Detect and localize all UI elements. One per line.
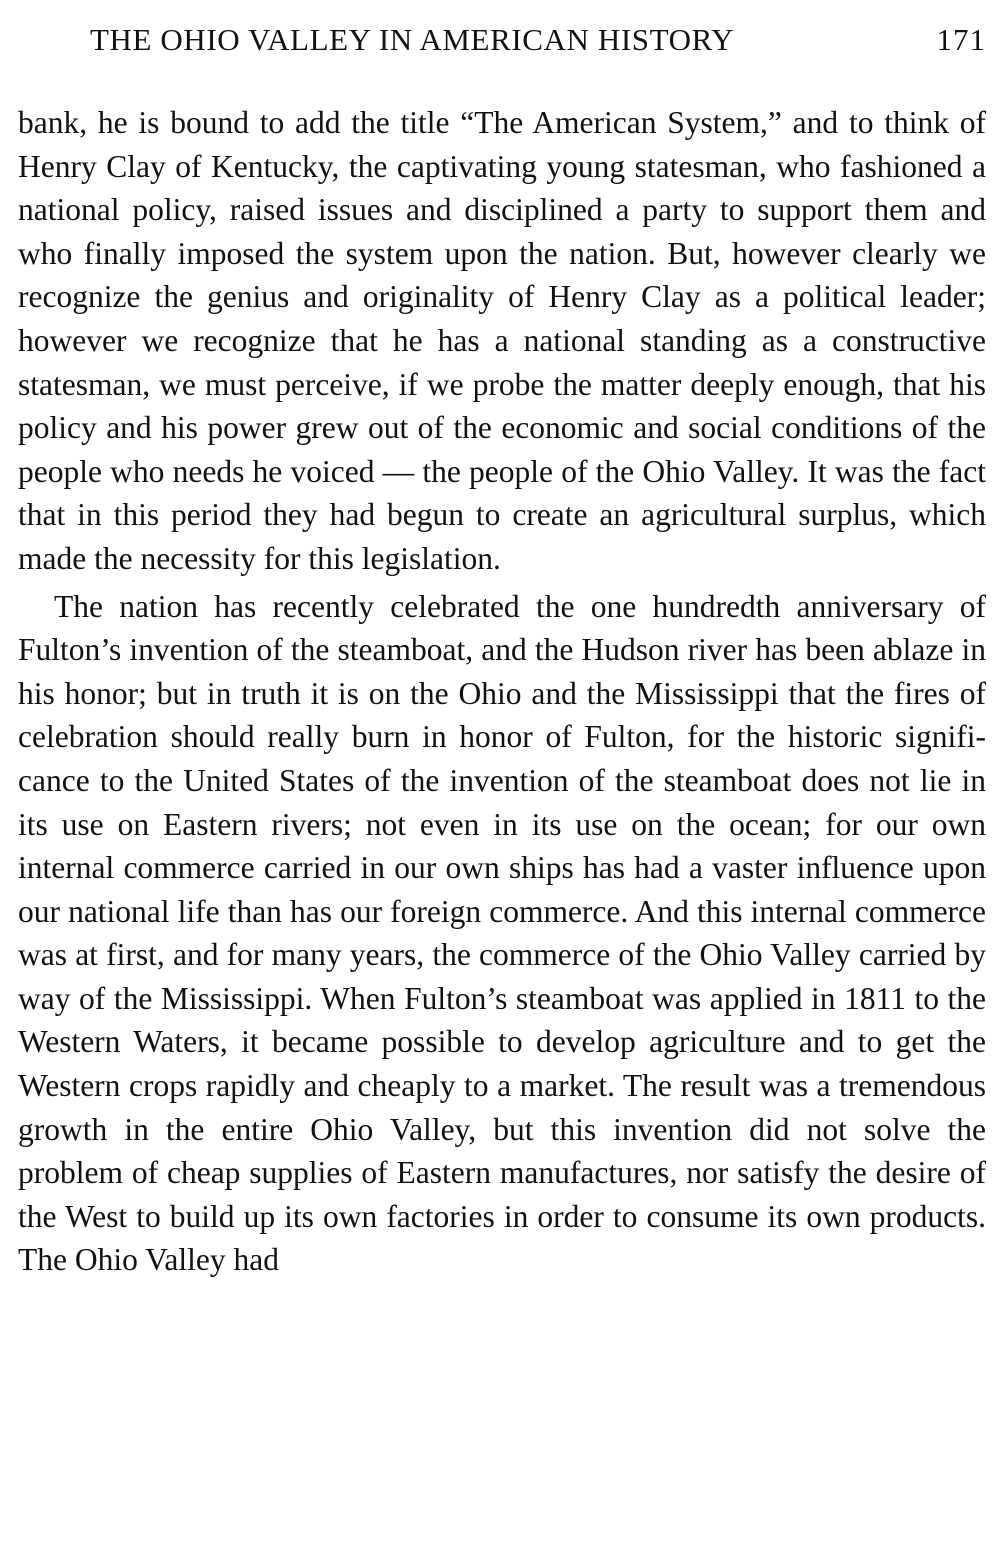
body-text xyxy=(18,101,986,1282)
paragraph-steamboat: The nation has recently celebrated the one hundredth anniversary of Fulton’s invention of the steamboat, and the Hudson river has been ablaze in his honor; but in truth it is on the Ohio and the Mississippi that the fires of celebration should really burn in honor of Fulton, for the historic significance to the United States of the invention of the steamboat does not lie in its use on Eastern rivers; not even in its use on the ocean; for our own internal commerce carried in our own ships has had a vaster influence upon our national life than has our foreign commerce. And this internal commerce was at first, and for many years, the commerce of the Ohio Valley carried by way of the Mississippi. When Fulton’s steamboat was applied in 1811 to the Western Waters, it became possible to develop agriculture and to get the Western crops rapidly and cheaply to a market. The result was a tremendous growth in the entire Ohio Valley, but this invention did not solve the problem of cheap supplies of Eastern manufactures, nor satisfy the desire of the West to build up its own factories in order to consume its own products. The Ohio Valley had xyxy=(18,588,986,1278)
running-head xyxy=(90,22,986,66)
running-title: THE OHIO VALLEY IN AMERICAN HISTORY xyxy=(90,22,735,57)
paragraph-continued: bank, he is bound to add the title “The American System,” and to think of Henry Clay of Kentucky, the captivating young statesman, who fashioned a national policy, raised issues and disciplined a party to support them and who finally imposed the system upon the nation. But, however clearly we recognize the genius and originality of Henry Clay as a political leader; however we recognize that he has a national standing as a constructive statesman, we must perceive, if we probe the matter deeply enough, that his policy and his power grew out of the economic and social conditions of the people who needs he voiced — the people of the Ohio Valley. It was the fact that in this period they had begun to create an agricultural surplus, which made the necessity for this legislation. xyxy=(18,105,986,576)
page-number: 171 xyxy=(936,22,986,57)
